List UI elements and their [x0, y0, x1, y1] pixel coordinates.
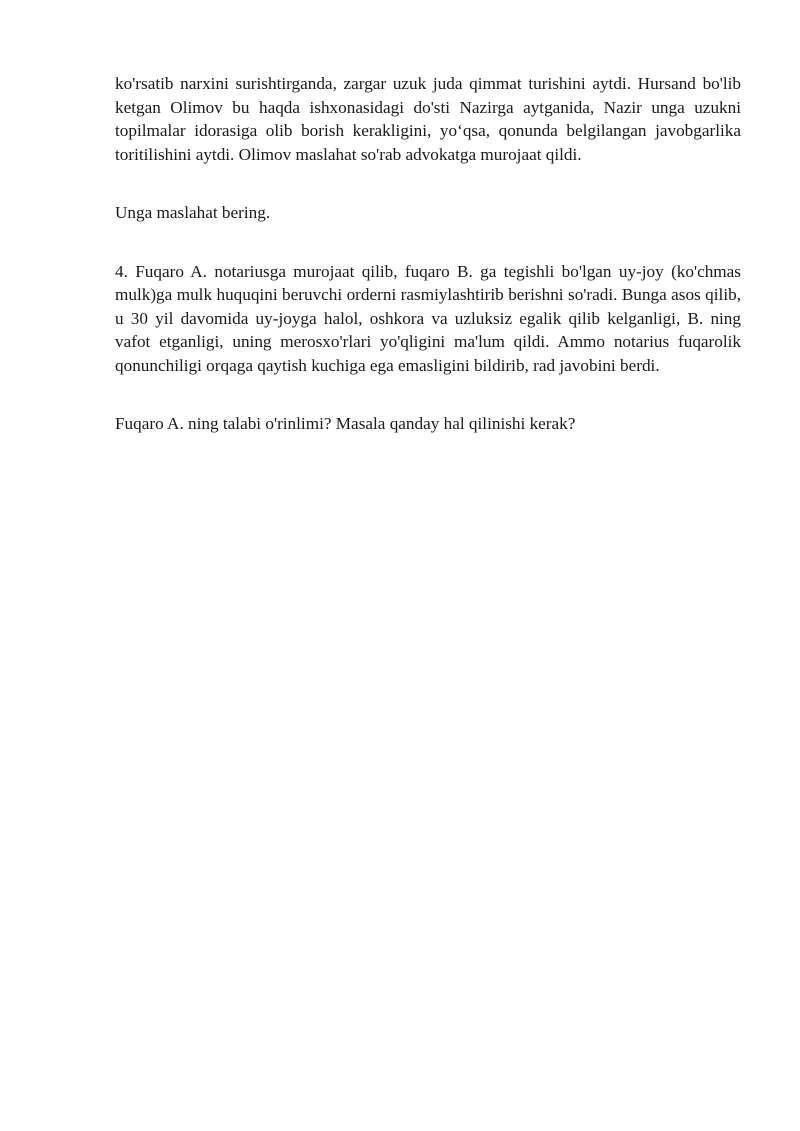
- document-page: [115, 72, 741, 436]
- paragraph-case-4-question: Fuqaro A. ning talabi o'rinlimi? Masala qanday hal qilinishi kerak?: [115, 414, 576, 433]
- paragraph-case-continuation: ko'rsatib narxini surishtirganda, zargar uzuk juda qimmat turishini aytdi. Hursand bo'lib ketgan Olimov bu haqda ishxonasidagi do'sti Nazirga aytganida, Nazir unga uzukni topilmalar idorasiga olib borish kerakligini, yo‘qsa, qonunda belgilangan javobgarlika toritilishini aytdi. Olimov maslahat so'rab advokatga murojaat qildi.: [115, 74, 741, 164]
- paragraph-task-prompt: Unga maslahat bering.: [115, 203, 271, 222]
- paragraph-case-4: 4. Fuqaro A. notariusga murojaat qilib, fuqaro B. ga tegishli bo'lgan uy-joy (ko'chmas mulk)ga mulk huquqini beruvchi orderni rasmiylashtirib berishni so'radi. Bunga asos qilib, u 30 yil davomida uy-joyga halol, oshkora va uzluksiz egalik qilib kelganligi, B. ning vafot etganligi, uning merosxo'rlari yo'qligini ma'lum qildi. Ammo notarius fuqarolik qonunchiligi orqaga qaytish kuchiga ega emasligini bildirib, rad javobini berdi.: [115, 261, 741, 375]
